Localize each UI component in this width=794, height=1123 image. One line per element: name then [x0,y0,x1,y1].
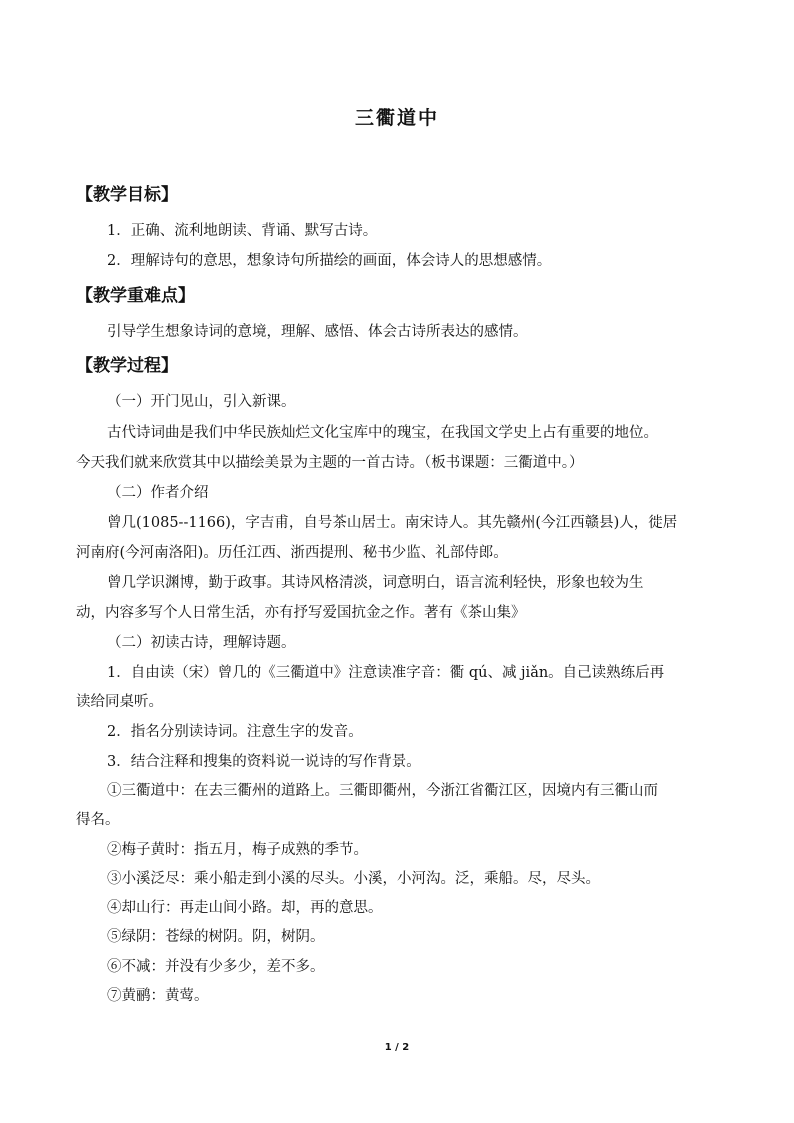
annotation-line: 得名。 [76,812,120,828]
annotation-line: ④却山行：再走山间小路。却，再的意思。 [107,900,383,916]
page-number: 1 / 2 [384,1042,410,1053]
annotation-line: ⑦黄鹂：黄莺。 [107,988,209,1004]
paragraph-line: 2．指名分别读诗词。注意生字的发音。 [107,724,363,740]
heading-teaching-goals: 【教学目标】 [76,185,178,205]
paragraph-line: 曾几(1085--1166)，字吉甫，自号茶山居士。南宋诗人。其先赣州(今江西赣县)人，徙居 [107,515,678,531]
paragraph-line: 3．结合注释和搜集的资料说一说诗的写作背景。 [107,754,421,770]
paragraph-line: 读给同桌听。 [76,694,163,710]
process-subheading: （二）初读古诗，理解诗题。 [107,635,296,651]
paragraph-line: 1．自由读（宋）曾几的《三衢道中》注意读准字音：衢 qú、减 jiǎn。自己读熟练后再 [107,665,665,681]
heading-teaching-process: 【教学过程】 [76,356,178,376]
annotation-line: ③小溪泛尽：乘小船走到小溪的尽头。小溪，小河沟。泛，乘船。尽，尽头。 [107,871,600,887]
document-title: 三衢道中 [354,107,439,129]
paragraph-line: 曾几学识渊博，勤于政事。其诗风格清淡，词意明白，语言流利轻快，形象也较为生 [107,575,644,591]
annotation-line: ①三衢道中：在去三衢州的道路上。三衢即衢州，今浙江省衢江区，因境内有三衢山而 [107,783,658,799]
paragraph-line: 河南府(今河南洛阳)。历任江西、浙西提刑、秘书少监、礼部侍郎。 [76,545,508,561]
process-subheading: （一）开门见山，引入新课。 [107,394,296,410]
annotation-line: ⑤绿阴：苍绿的树阴。阴，树阴。 [107,929,325,945]
goal-item: 1．正确、流利地朗读、背诵、默写古诗。 [107,223,378,239]
paragraph-line: 古代诗词曲是我们中华民族灿烂文化宝库中的瑰宝，在我国文学史上占有重要的地位。 [107,425,658,441]
paragraph-line: 动，内容多写个人日常生活，亦有抒写爱国抗金之作。著有《茶山集》 [76,605,526,621]
heading-key-points: 【教学重难点】 [76,286,195,306]
annotation-line: ②梅子黄时：指五月，梅子成熟的季节。 [107,842,368,858]
key-points-text: 引导学生想象诗词的意境，理解、感悟、体会古诗所表达的感情。 [107,324,528,340]
annotation-line: ⑥不减：并没有少多少，差不多。 [107,959,325,975]
paragraph-line: 今天我们就来欣赏其中以描绘美景为主题的一首古诗。（板书课题：三衢道中。） [76,455,584,471]
goal-item: 2．理解诗句的意思，想象诗句所描绘的画面，体会诗人的思想感情。 [107,253,552,269]
process-subheading: （二）作者介绍 [107,485,209,501]
